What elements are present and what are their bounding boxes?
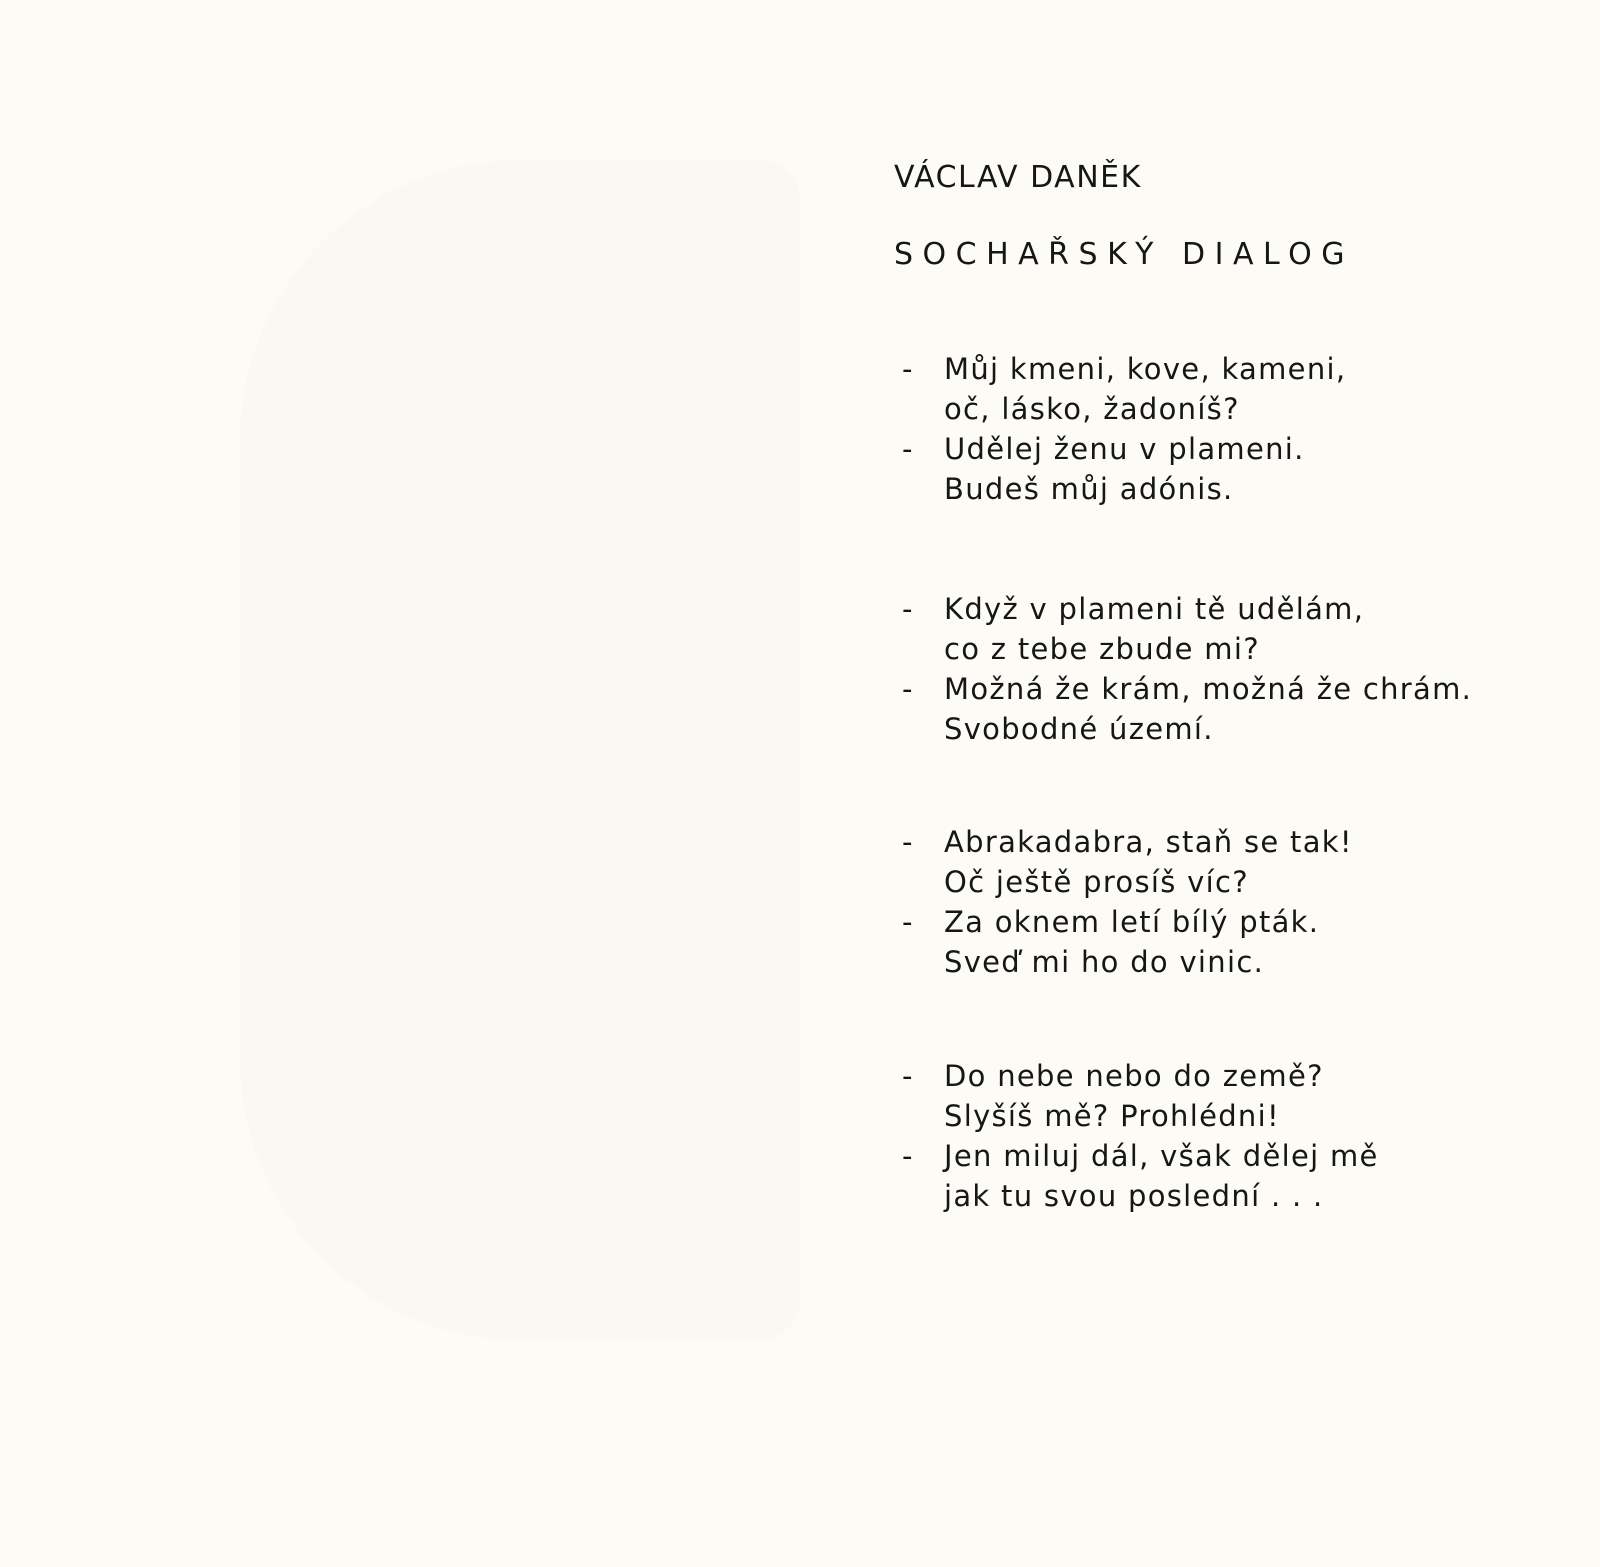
line-text: oč, lásko, žadoníš?	[944, 392, 1240, 426]
line-text: Když v plameni tě udělám,	[944, 592, 1365, 626]
line-text: Do nebe nebo do země?	[944, 1059, 1324, 1093]
poem-title: SOCHAŘSKÝ DIALOG	[894, 237, 1355, 272]
line-text: Udělej ženu v plameni.	[944, 432, 1305, 466]
author-name: VÁCLAV DANĚK	[894, 160, 1142, 195]
line-text: Budeš můj adónis.	[944, 472, 1234, 506]
line-text: Jen miluj dál, však dělej mě	[944, 1139, 1379, 1173]
dialogue-dash: -	[902, 1139, 914, 1173]
line-text: Slyšíš mě? Prohlédni!	[944, 1099, 1280, 1133]
line-text: Abrakadabra, staň se tak!	[944, 825, 1353, 859]
line-text: Možná že krám, možná že chrám.	[944, 672, 1473, 706]
dialogue-dash: -	[902, 672, 914, 706]
dialogue-dash: -	[902, 432, 914, 466]
dialogue-dash: -	[902, 905, 914, 939]
dialogue-dash: -	[902, 1059, 914, 1093]
line-text: Můj kmeni, kove, kameni,	[944, 352, 1347, 386]
line-text: Oč ještě prosíš víc?	[944, 865, 1249, 899]
line-text: Svobodné území.	[944, 712, 1214, 746]
line-text: Sveď mi ho do vinic.	[944, 945, 1265, 979]
line-text: jak tu svou poslední . . .	[944, 1179, 1324, 1213]
line-text: co z tebe zbude mi?	[944, 632, 1260, 666]
dialogue-dash: -	[902, 592, 914, 626]
dialogue-dash: -	[902, 352, 914, 386]
page-shade	[240, 160, 800, 1340]
line-text: Za oknem letí bílý pták.	[944, 905, 1320, 939]
dialogue-dash: -	[902, 825, 914, 859]
